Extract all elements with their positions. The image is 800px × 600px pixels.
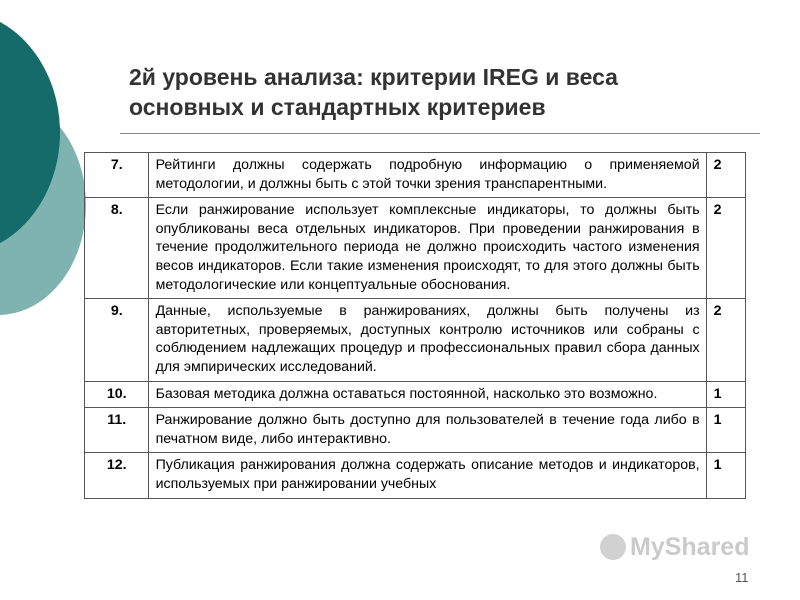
page-number: 11 <box>735 570 749 585</box>
table-row <box>85 299 746 381</box>
criterion-number: 10. <box>85 381 149 408</box>
criterion-weight: 2 <box>706 198 745 299</box>
criterion-number: 12. <box>85 453 149 498</box>
criterion-number: 11. <box>85 408 149 453</box>
criterion-weight: 2 <box>706 299 745 381</box>
title-divider <box>120 133 760 134</box>
watermark <box>600 532 749 562</box>
criterion-weight: 1 <box>706 408 745 453</box>
criterion-number: 7. <box>85 153 149 198</box>
criterion-text: Публикация ранжирования должна содержать описание методов и индикаторов, используемых при ранжировании учебных <box>148 453 706 498</box>
table-row <box>85 408 746 453</box>
watermark-logo-icon <box>600 534 626 560</box>
table-row <box>85 153 746 198</box>
slide-title: 2й уровень анализа: критерии IREG и веса основных и стандартных критериев <box>129 64 618 120</box>
criterion-weight: 2 <box>706 153 745 198</box>
criterion-text: Ранжирование должно быть доступно для пользователей в течение года либо в печатном виде, либо интерактивно. <box>148 408 706 453</box>
criterion-number: 8. <box>85 198 149 299</box>
criteria-table <box>84 152 746 499</box>
criterion-text: Если ранжирование использует комплексные индикаторы, то должны быть опубликованы веса отдельных индикаторов. При проведении ранжирования в течение продолжительного периода не должно происходить частого изменения весов индикаторов. Если такие изменения происходят, то для этого должны быть методологические или концептуальные обоснования. <box>148 198 706 299</box>
criterion-weight: 1 <box>706 381 745 408</box>
watermark-text: MyShared <box>630 532 750 561</box>
criterion-text: Данные, используемые в ранжированиях, должны быть получены из авторитетных, проверяемых, доступных контролю источников или собраны с соблюдением надлежащих процедур и профессиональных правил сбора данных для эмпирических исследований. <box>148 299 706 381</box>
table-row <box>85 198 746 299</box>
criterion-weight: 1 <box>706 453 745 498</box>
table-row <box>85 453 746 498</box>
table-row <box>85 381 746 408</box>
criterion-text: Базовая методика должна оставаться постоянной, насколько это возможно. <box>148 381 706 408</box>
criterion-text: Рейтинги должны содержать подробную информацию о применяемой методологии, и должны быть с этой точки зрения транспарентными. <box>148 153 706 198</box>
criterion-number: 9. <box>85 299 149 381</box>
